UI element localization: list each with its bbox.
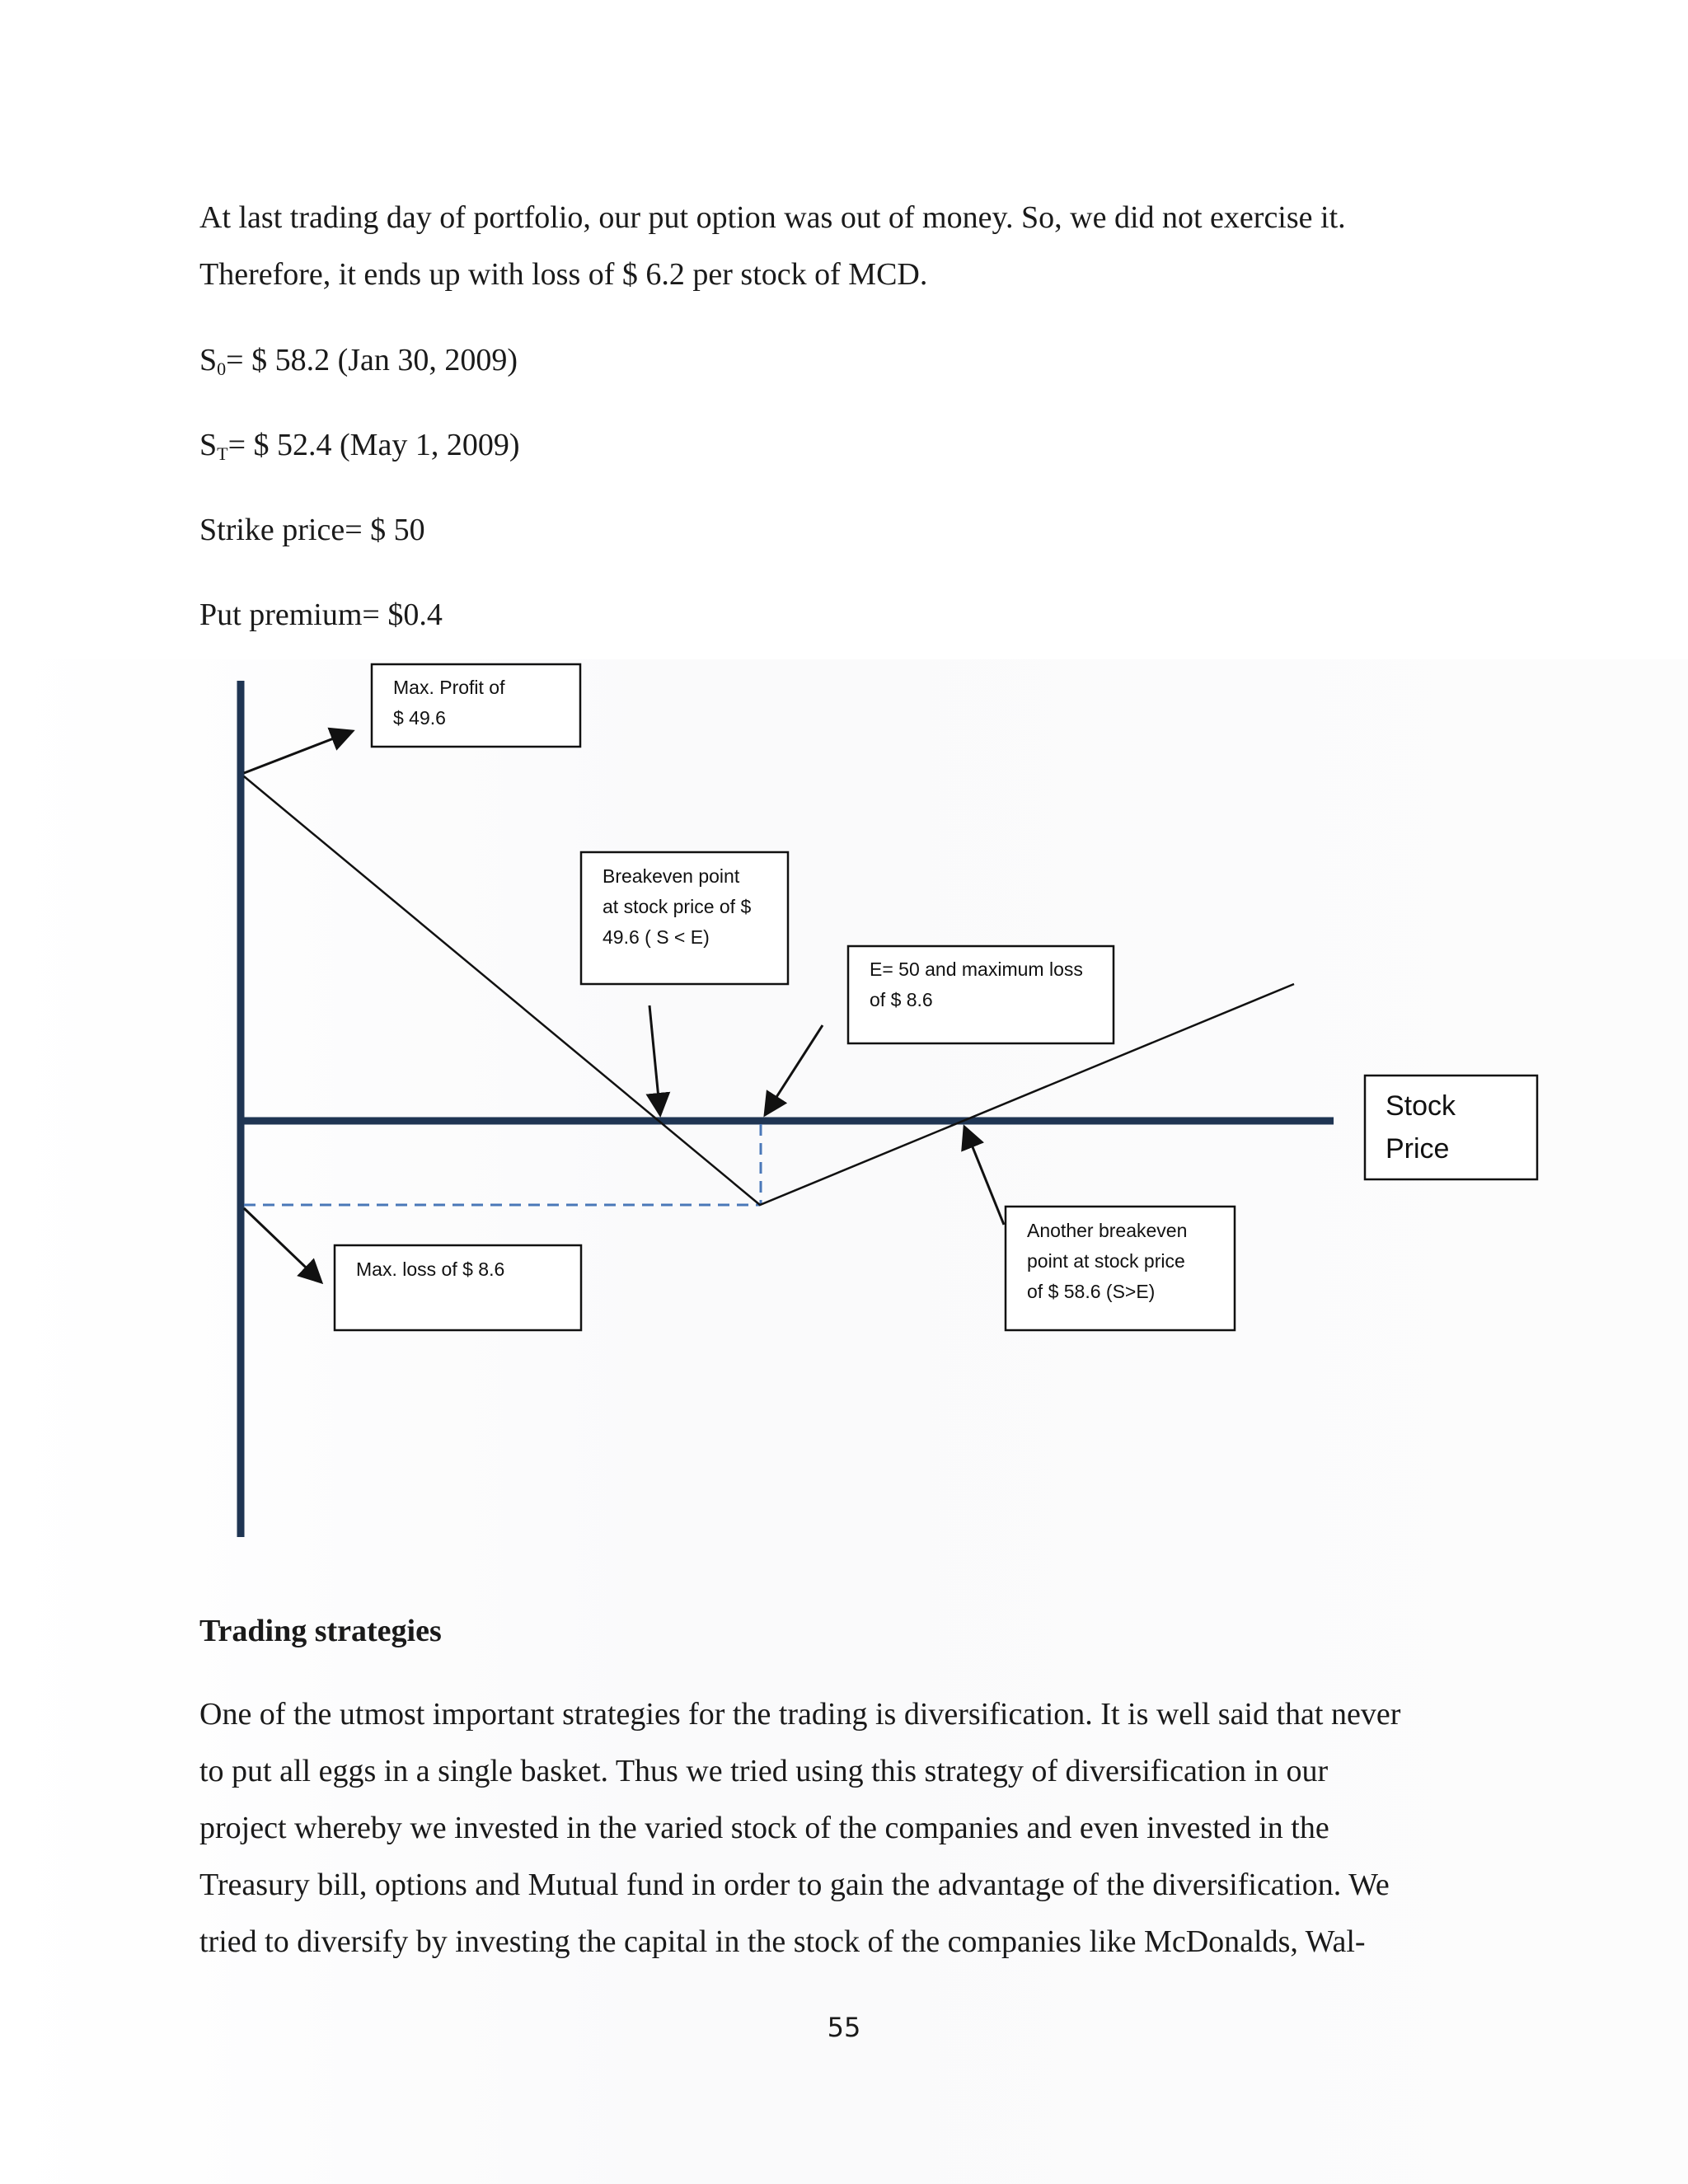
section-line: Treasury bill, options and Mutual fund in order to gain the advantage of the diversification. We: [199, 1868, 1390, 1902]
max-profit-label-line: Max. Profit of: [393, 677, 505, 698]
section-line: project whereby we invested in the varied stock of the companies and even invested in the: [199, 1811, 1329, 1845]
put-premium: Put premium= $0.4: [199, 598, 443, 632]
breakeven-2-label-line: Another breakeven: [1027, 1220, 1188, 1241]
stock-price-label: [1386, 1085, 1456, 1170]
max-loss-point-label-line: of $ 8.6: [870, 989, 933, 1010]
intro-paragraph: [199, 190, 1518, 303]
st-value: [199, 424, 520, 475]
s0-value: [199, 340, 518, 390]
s0-symbol: S: [199, 343, 218, 377]
intro-line-2: Therefore, it ends up with loss of $ 6.2 per stock of MCD.: [199, 257, 928, 292]
strike-price: Strike price= $ 50: [199, 513, 425, 547]
max-loss-arrow: [244, 1208, 321, 1282]
st-symbol: S: [199, 428, 218, 462]
max-profit-label: [393, 673, 504, 733]
stock-price-label-line: Stock: [1386, 1090, 1456, 1122]
breakeven-1-label-line: Breakeven point: [603, 865, 740, 887]
breakeven-2-arrow: [964, 1127, 1004, 1225]
breakeven-2-label-line: of $ 58.6 (S>E): [1027, 1281, 1156, 1302]
breakeven-1-label-line: 49.6 ( S < E): [603, 926, 710, 948]
s0-subscript: 0: [217, 359, 227, 379]
page-number: 55: [827, 2012, 861, 2043]
max-loss-label-line: Max. loss of $ 8.6: [356, 1258, 505, 1280]
max-loss-point-label-line: E= 50 and maximum loss: [870, 958, 1083, 980]
st-subscript: T: [217, 443, 228, 464]
section-paragraph: [199, 1686, 1518, 1971]
breakeven-1-label: [603, 861, 751, 953]
max-loss-label: [356, 1254, 504, 1285]
breakeven-1-label-line: at stock price of $: [603, 896, 752, 917]
stock-price-label-line: Price: [1386, 1133, 1450, 1165]
breakeven-2-label-line: point at stock price: [1027, 1250, 1185, 1272]
payoff-line: [244, 776, 1294, 1205]
max-profit-arrow: [244, 731, 353, 773]
section-line: One of the utmost important strategies for the trading is diversification. It is well said that never: [199, 1697, 1401, 1732]
breakeven-1-arrow: [649, 1005, 660, 1115]
section-heading: Trading strategies: [199, 1614, 442, 1648]
s0-text: = $ 58.2 (Jan 30, 2009): [226, 343, 518, 377]
max-profit-label-line: $ 49.6: [393, 707, 446, 729]
section-line: to put all eggs in a single basket. Thus we tried using this strategy of diversification in our: [199, 1754, 1329, 1788]
max-loss-point-arrow: [765, 1025, 823, 1115]
section-line: tried to diversify by investing the capital in the stock of the companies like McDonalds, Wal-: [199, 1924, 1366, 1959]
intro-line-1: At last trading day of portfolio, our put option was out of money. So, we did not exercise it.: [199, 200, 1346, 235]
breakeven-2-label: [1027, 1216, 1187, 1307]
max-loss-point-label: [870, 954, 1083, 1015]
st-text: = $ 52.4 (May 1, 2009): [227, 428, 520, 462]
